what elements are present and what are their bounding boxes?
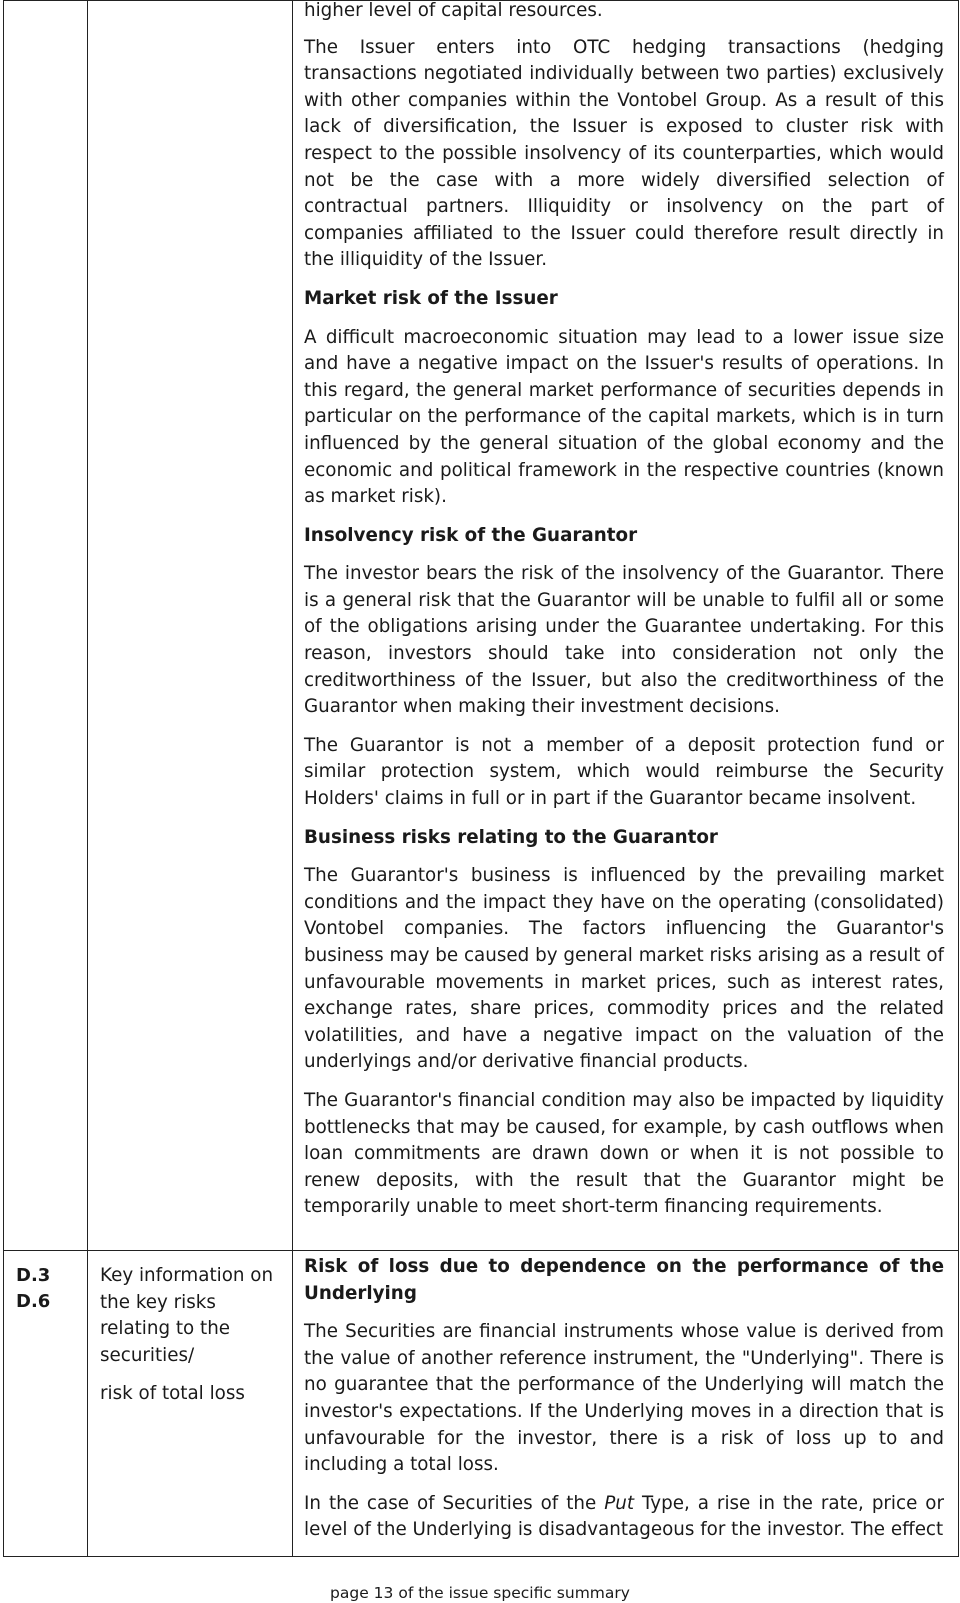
insolvency-risk-heading: Insolvency risk of the Guarantor	[304, 524, 638, 546]
intro-paragraph-1: higher level of capital resources.	[304, 0, 603, 21]
page-footer: page 13 of the issue specific summary	[330, 1584, 630, 1602]
section-code-d6: D.6	[16, 1291, 51, 1312]
market-risk-heading: Market risk of the Issuer	[304, 287, 558, 309]
underlying-risk-text-2	[304, 1491, 944, 1544]
business-risks-text-2: The Guarantor's financial condition may also be impacted by liquidity bottlenecks that may be caused, for example, by cash outflows when loan commitments are drawn down or when it is not possible to renew deposits, with the result that the Guarantor might be temporarily unable to meet short-term financing requirements.	[304, 1089, 944, 1218]
underlying-risk-text-1: The Securities are financial instruments whose value is derived from the value of another reference instrument, the "Underlying". There is no guarantee that the performance of the Underlying will match the investor's expectations. If the Underlying moves in a direction that is unfavourable for the investor, there is a risk of loss up to and including a total loss.	[304, 1321, 944, 1476]
label-cell	[88, 1251, 293, 1557]
business-risks-text-1: The Guarantor's business is influenced by the prevailing market conditions and the impact they have on the operating (consolidated) Vontobel companies. The factors influencing the Guarantor's business may be caused by general market risks arising as a result of unfavourable movements in market prices, such as interest rates, exchange rates, share prices, commodity prices and the related volatilities, and have a negative impact on the valuation of the underlyings and/or derivative financial products.	[304, 865, 944, 1073]
text-2-pre: In the case of Securities of the	[304, 1492, 605, 1514]
section-code-d3: D.3	[16, 1265, 51, 1286]
code-cell-empty	[4, 1, 88, 1251]
section-label-key-risks: Key information on the key risks relating to the securities/	[100, 1265, 274, 1366]
label-cell-empty	[88, 1, 293, 1251]
code-cell	[4, 1251, 88, 1557]
content-cell	[293, 1251, 959, 1557]
insolvency-risk-text-2: The Guarantor is not a member of a deposit protection fund or similar protection system, which would reimburse the Security Holders' claims in full or in part if the Guarantor became insolvent.	[304, 734, 944, 810]
put-type-emphasis: Put	[604, 1492, 634, 1514]
section-label-total-loss: risk of total loss	[100, 1383, 245, 1405]
underlying-risk-heading: Risk of loss due to dependence on the performance of the Underlying	[304, 1256, 944, 1304]
summary-table	[3, 0, 959, 1557]
market-risk-text: A difficult macroeconomic situation may lead to a lower issue size and have a negative impact on the Issuer's results of operations. In this regard, the general market performance of securities depends in particular on the performance of the capital markets, which is in turn influenced by the general situation of the global economy and the economic and political framework in the respective countries (known as market risk).	[304, 326, 944, 508]
text-2-post: Type, a rise in the rate, price or level of the Underlying is disadvantageous for the investor. The effect	[304, 1492, 944, 1541]
intro-paragraph-2: The Issuer enters into OTC hedging transactions (hedging transactions negotiated individually between two parties) exclusively with other companies within the Vontobel Group. As a result of this lack of diversification, the Issuer is exposed to cluster risk with respect to the possible insolvency of its counterparties, which would not be the case with a more widely diversified selection of contractual partners. Illiquidity or insolvency on the part of companies affiliated to the Issuer could therefore result directly in the illiquidity of the Issuer.	[304, 36, 944, 271]
content-cell	[293, 1, 959, 1251]
business-risks-heading: Business risks relating to the Guarantor	[304, 826, 718, 848]
table-row	[4, 1251, 959, 1557]
table-row	[4, 1, 959, 1251]
insolvency-risk-text-1: The investor bears the risk of the insolvency of the Guarantor. There is a general risk that the Guarantor will be unable to fulfil all or some of the obligations arising under the Guarantee undertaking. For this reason, investors should take into consideration not only the creditworthiness of the Issuer, but also the creditworthiness of the Guarantor when making their investment decisions.	[304, 563, 944, 718]
